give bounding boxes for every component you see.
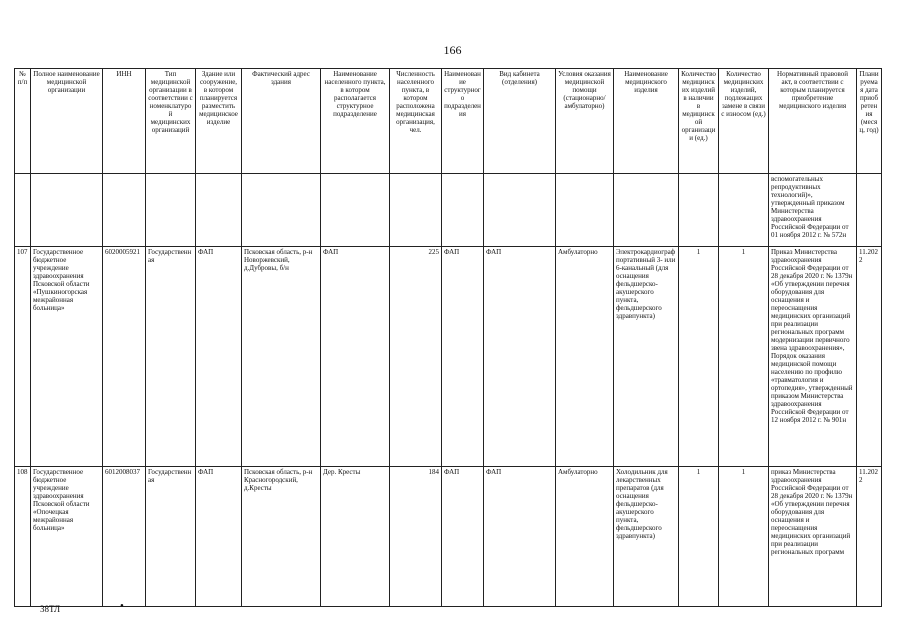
room-cell: ФАП bbox=[484, 247, 556, 467]
header-cell: ИНН bbox=[103, 69, 146, 174]
header-cell: Полное наименование медицинской организации bbox=[31, 69, 103, 174]
table-row-continuation bbox=[15, 174, 882, 247]
date-cell: 11.2022 bbox=[857, 247, 882, 467]
act-cell: Приказ Министерства здравоохранения Российской Федерации от 28 декабря 2020 г. № 1379н «Об утверждении перечня оборудования для оснащения и переоснащения медицинских организаций при реализации региональных программ модернизации первичного звена здравоохранения», Порядок оказания медицинской помощи населению по профилю «травматология и ортопедия», утвержденный приказом Министерства здравоохранения Российской Федерации от 12 ноября 2012 г. № 901н bbox=[769, 247, 857, 467]
header-cell: Количество медицинских изделий, подлежащих замене в связи с износом (ед.) bbox=[719, 69, 769, 174]
inn-cell: 6012008037 bbox=[103, 467, 146, 607]
inn-cell: 6020005921 bbox=[103, 247, 146, 467]
row-number: 108 bbox=[15, 467, 31, 607]
address-cell: Псковская область, р-н Красногородский, д.Кресты bbox=[242, 467, 321, 607]
header-cell: Вид кабинета (отделения) bbox=[484, 69, 556, 174]
address-cell: Псковская область, р-н Новоржевский, д.Дубровы, б/н bbox=[242, 247, 321, 467]
device-cell: Электрокардиограф портативный 3- или 6-канальный (для оснащения фельдшерско-акушерского пункта, фельдшерского здравпункта) bbox=[614, 247, 679, 467]
unit-cell: ФАП bbox=[442, 467, 484, 607]
conditions-cell: Амбулаторно bbox=[556, 247, 614, 467]
qty-have-cell: 1 bbox=[679, 247, 719, 467]
qty-have-cell: 1 bbox=[679, 467, 719, 607]
population-cell: 225 bbox=[390, 247, 442, 467]
population-cell: 184 bbox=[390, 467, 442, 607]
unit-cell: ФАП bbox=[442, 247, 484, 467]
qty-replace-cell: 1 bbox=[719, 467, 769, 607]
building-cell: ФАП bbox=[196, 247, 242, 467]
header-cell: Количество медицинских изделий в наличии в медицинской организации (ед.) bbox=[679, 69, 719, 174]
footer-code: 38ТЛ bbox=[40, 604, 61, 614]
act-cell: приказ Министерства здравоохранения Российской Федерации от 28 декабря 2020 г. № 1379н «Об утверждении перечня оборудования для оснащения и переоснащения медицинских организаций при реализации региональных программ bbox=[769, 467, 857, 607]
room-cell: ФАП bbox=[484, 467, 556, 607]
header-cell: Здание или сооружение, в котором планируется разместить медицинское изделие bbox=[196, 69, 242, 174]
table-row bbox=[15, 247, 882, 467]
org-cell: Государственное бюджетное учреждение здравоохранения Псковской области «Опочецкая межрайонная больница» bbox=[31, 467, 103, 607]
qty-replace-cell: 1 bbox=[719, 247, 769, 467]
header-cell: Наименование медицинского изделия bbox=[614, 69, 679, 174]
header-cell: Численность населенного пункта, в котором расположена медицинская организация, чел. bbox=[390, 69, 442, 174]
row-number: 107 bbox=[15, 247, 31, 467]
device-cell: Холодильник для лекарственных препаратов (для оснащения фельдшерско-акушерского пункта, фельдшерского здравпункта) bbox=[614, 467, 679, 607]
header-cell: Наименование населенного пункта, в котором располагается структурное подразделение bbox=[321, 69, 390, 174]
header-cell: Наименование структурного подразделения bbox=[442, 69, 484, 174]
type-cell: Государственная bbox=[146, 247, 196, 467]
settlement-cell: Дер. Кресты bbox=[321, 467, 390, 607]
building-cell: ФАП bbox=[196, 467, 242, 607]
table-row bbox=[15, 467, 882, 607]
header-cell: Фактический адрес здания bbox=[242, 69, 321, 174]
header-cell: Нормативный правовой акт, в соответствии с которым планируется приобретение медицинского изделия bbox=[769, 69, 857, 174]
page-number: 166 bbox=[443, 43, 462, 57]
table-header-row bbox=[15, 69, 882, 174]
header-cell: Тип медицинской организации в соответствии с номенклатурой медицинских организаций bbox=[146, 69, 196, 174]
settlement-cell: ФАП bbox=[321, 247, 390, 467]
conditions-cell: Амбулаторно bbox=[556, 467, 614, 607]
footer-mark: • bbox=[120, 600, 124, 612]
act-cell: вспомогательных репродуктивных технологий)», утвержденный приказом Министерства здравоохранения Российской Федерации от 01 ноября 2012 г. № 572н bbox=[769, 174, 857, 247]
header-cell: Условия оказания медицинской помощи (стационарно/ амбулаторно) bbox=[556, 69, 614, 174]
equipment-table bbox=[14, 68, 882, 607]
header-cell: № п/п bbox=[15, 69, 31, 174]
header-cell: Планируемая дата приобретения (месяц, год) bbox=[857, 69, 882, 174]
type-cell: Государственная bbox=[146, 467, 196, 607]
date-cell: 11.2022 bbox=[857, 467, 882, 607]
org-cell: Государственное бюджетное учреждение здравоохранения Псковской области «Пушкиногорская межрайонная больница» bbox=[31, 247, 103, 467]
